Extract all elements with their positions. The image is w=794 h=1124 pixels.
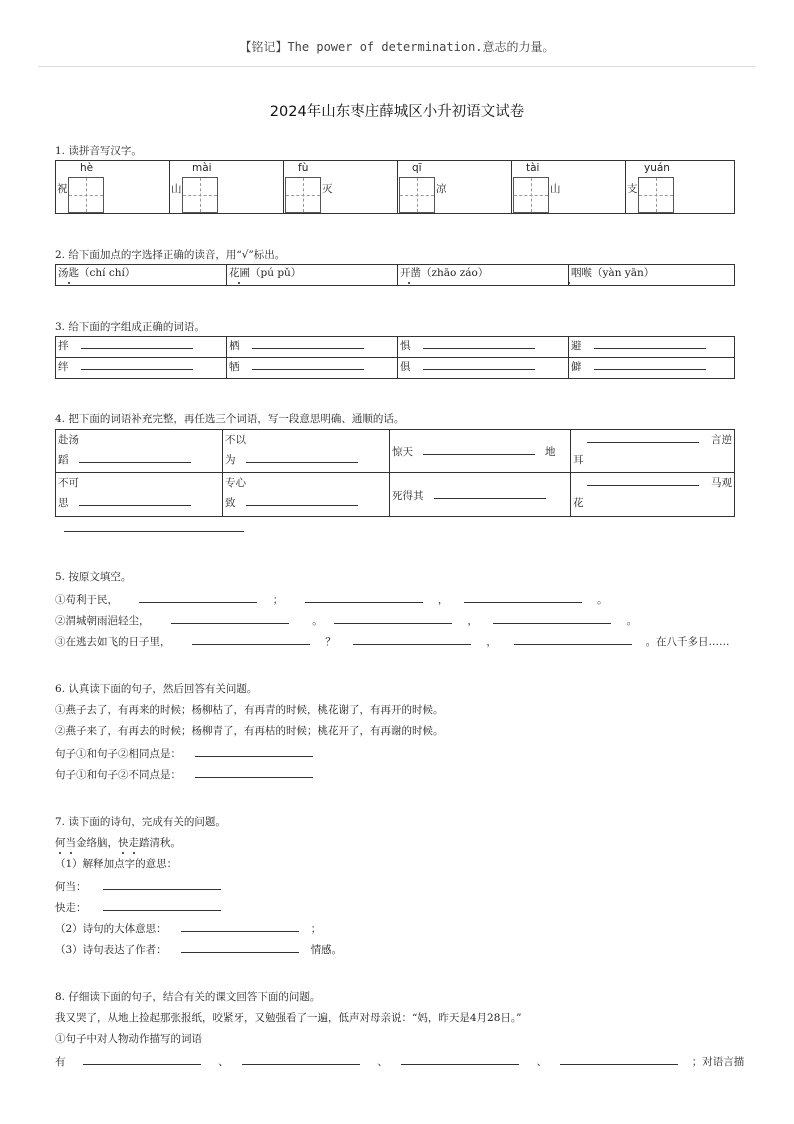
q4-word-part: 花 — [573, 497, 584, 509]
q8-text: 我又哭了，从地上捡起那张报纸，咬紧牙，又勉强看了一遍，低声对母亲说：“妈，昨天是4月28日。” — [55, 1012, 522, 1024]
q6-label: 句子①和句子②相同点是： — [55, 748, 181, 760]
punct: 、 — [218, 1056, 229, 1068]
pinyin: mài — [192, 162, 212, 174]
q5-prompt: 5. 按原文填空。 — [55, 571, 132, 583]
answer-blank[interactable] — [423, 358, 535, 370]
q1-cell — [512, 161, 626, 214]
answer-blank[interactable] — [334, 612, 452, 624]
q1-cell — [398, 161, 512, 214]
q5-line-3 — [55, 633, 730, 649]
writing-grid[interactable] — [182, 177, 218, 213]
q4-word-part: 马观 — [711, 477, 732, 489]
punct: 。 — [626, 615, 638, 627]
q6-sentence-1: ①燕子去了，有再来的时候；杨柳枯了，有再青的时候，桃花谢了，有再开的时候。 — [55, 704, 444, 716]
emphasis-dot — [59, 852, 61, 854]
writing-grid[interactable] — [68, 177, 104, 213]
q3-cell — [398, 337, 569, 358]
answer-blank[interactable] — [181, 941, 299, 953]
emphasis-dot — [68, 282, 70, 284]
q1-cell — [170, 161, 284, 214]
q7-sub-2 — [55, 920, 321, 936]
q4-word-part: 蹈 — [58, 454, 69, 466]
q3-cell — [56, 358, 227, 379]
q6-answer-1 — [55, 745, 313, 761]
hanzi: 山 — [171, 183, 182, 195]
q3-char: 拌 — [58, 340, 69, 352]
punct: ， — [437, 594, 449, 606]
answer-blank[interactable] — [305, 591, 423, 603]
q4-word-part: 思 — [58, 497, 69, 509]
emphasis-dot — [238, 282, 240, 284]
q4-word-part: 耳 — [573, 454, 584, 466]
q6-prompt: 6. 认真读下面的句子，然后回答有关问题。 — [55, 683, 258, 695]
answer-blank[interactable] — [423, 443, 535, 455]
q7-word-2 — [55, 899, 221, 915]
q5-text: ①苟利于民， — [55, 594, 118, 606]
q4-cell — [56, 430, 223, 473]
q5-tail: 。在八千多日…… — [645, 636, 730, 648]
answer-blank[interactable] — [587, 474, 699, 486]
punct: ； — [310, 923, 322, 935]
paragraph-blank[interactable] — [64, 520, 244, 532]
q1-table — [55, 160, 735, 214]
pinyin: hè — [80, 162, 94, 174]
emphasis-dot — [408, 282, 410, 284]
q4-word-part: 言逆 — [711, 434, 732, 446]
answer-blank[interactable] — [81, 337, 193, 349]
q4-word-part: 死得其 — [392, 489, 424, 502]
answer-blank[interactable] — [464, 591, 582, 603]
q2-prompt: 2. 给下面加点的字选择正确的读音，用“√”标出。 — [55, 249, 286, 261]
q4-cell — [56, 473, 223, 517]
emphasis-dot — [133, 852, 135, 854]
q7-label: （2）诗句的大体意思： — [55, 923, 167, 935]
emphasis-dot — [568, 282, 570, 284]
q3-cell — [569, 337, 735, 358]
q2-item: 汤匙（chí chí） — [56, 265, 227, 286]
q5-line-2 — [55, 612, 637, 628]
punct: 、 — [536, 1056, 548, 1068]
punct: 。 — [312, 615, 323, 627]
answer-blank[interactable] — [423, 337, 535, 349]
answer-blank[interactable] — [434, 487, 546, 499]
q5-text: ②渭城朝雨浥轻尘， — [55, 615, 150, 627]
punct: ； — [272, 594, 284, 606]
emphasis-dot — [70, 852, 72, 854]
q4-word-part: 不可 — [58, 477, 79, 489]
q7-label: （3）诗句表达了作者： — [55, 944, 167, 956]
q7-label: 快走： — [55, 902, 87, 914]
punct: ， — [467, 615, 478, 627]
punct: ， — [486, 636, 497, 648]
q3-char: 牺 — [229, 361, 240, 373]
q4-prompt: 4. 把下面的词语补充完整，再任选三个词语，写一段意思明确、通顺的话。 — [55, 413, 405, 425]
writing-grid[interactable] — [399, 177, 435, 213]
punct: 。 — [597, 594, 608, 606]
q6-sentence-2: ②燕子来了，有再去的时候；杨柳青了，有再枯的时候；桃花开了，有再谢的时候。 — [55, 725, 444, 737]
answer-blank[interactable] — [560, 1053, 678, 1065]
q4-word-part: 致 — [225, 497, 236, 509]
q6-label: 句子①和句子②不同点是： — [55, 769, 181, 781]
answer-blank[interactable] — [81, 358, 193, 370]
q4-cell — [571, 430, 735, 473]
pinyin: tài — [526, 162, 540, 174]
answer-blank[interactable] — [246, 494, 358, 506]
punct: ？ — [325, 636, 336, 648]
hanzi: 山 — [550, 183, 561, 195]
pinyin: yuán — [644, 162, 670, 174]
q3-char: 栖 — [229, 340, 240, 352]
q4-word-part: 赴汤 — [58, 434, 79, 446]
q4-cell — [223, 430, 390, 473]
answer-blank[interactable] — [353, 633, 471, 645]
q4-word-part: 地 — [545, 446, 556, 458]
q6-answer-2 — [55, 766, 313, 782]
q4-table — [55, 429, 735, 517]
answer-blank[interactable] — [594, 358, 706, 370]
q2-item: 咽喉（yàn yān） — [569, 265, 735, 286]
q4-word-part: 专心 — [225, 477, 246, 489]
q3-prompt: 3. 给下面的字组成正确的词语。 — [55, 321, 205, 333]
q3-char: 避 — [571, 340, 582, 352]
writing-grid[interactable] — [638, 177, 674, 213]
answer-blank[interactable] — [195, 766, 313, 778]
q5-text: ③在逃去如飞的日子里， — [55, 636, 171, 648]
q1-cell — [284, 161, 398, 214]
hanzi: 灭 — [322, 183, 333, 195]
q8-answer-line — [55, 1053, 745, 1069]
pinyin: fù — [298, 162, 309, 174]
q3-cell — [227, 358, 398, 379]
q4-word-part: 不以 — [225, 434, 246, 446]
answer-blank[interactable] — [103, 878, 221, 890]
header-divider — [38, 66, 756, 67]
q2-item: 花圃（pú pǔ） — [227, 265, 398, 286]
answer-blank[interactable] — [242, 1053, 360, 1065]
q7-prompt: 7. 读下面的诗句，完成有关的问题。 — [55, 816, 226, 828]
q7-word-1 — [55, 878, 221, 894]
answer-blank[interactable] — [587, 431, 699, 443]
answer-blank[interactable] — [171, 612, 289, 624]
emphasis-dot — [122, 852, 124, 854]
punct: 、 — [377, 1056, 388, 1068]
hanzi: 祝 — [57, 183, 68, 195]
q3-cell — [398, 358, 569, 379]
answer-blank[interactable] — [181, 920, 299, 932]
hanzi: 凉 — [436, 183, 447, 195]
q4-word-part: 为 — [225, 454, 236, 466]
answer-blank[interactable] — [103, 899, 221, 911]
q4-cell — [571, 473, 735, 517]
q7-label: 何当： — [55, 881, 87, 893]
answer-blank[interactable] — [139, 591, 257, 603]
q7-tail: 情感。 — [310, 944, 343, 956]
q1-cell — [56, 161, 170, 214]
q2-item: 开凿（zhāo záo） — [398, 265, 569, 286]
hanzi: 支 — [627, 183, 638, 195]
q4-cell — [223, 473, 390, 517]
q3-char: 绊 — [58, 361, 69, 373]
q3-char: 俱 — [400, 361, 411, 373]
answer-blank[interactable] — [493, 612, 611, 624]
answer-blank[interactable] — [195, 745, 313, 757]
writing-grid[interactable] — [285, 177, 321, 213]
q2-table — [55, 264, 735, 286]
q8-tail: ；对语言描 — [691, 1056, 745, 1068]
q5-line-1 — [55, 591, 608, 607]
answer-blank[interactable] — [252, 337, 364, 349]
answer-blank[interactable] — [83, 1053, 201, 1065]
q4-word-part: 惊天 — [392, 446, 413, 458]
writing-grid[interactable] — [513, 177, 549, 213]
answer-blank[interactable] — [594, 337, 706, 349]
q4-cell — [390, 473, 571, 517]
page-title: 2024年山东枣庄薛城区小升初语文试卷 — [269, 104, 525, 120]
q1-prompt: 1. 读拼音写汉字。 — [55, 145, 142, 157]
q1-cell — [626, 161, 735, 214]
q3-char: 惧 — [400, 340, 411, 352]
q3-table — [55, 336, 735, 379]
q3-cell — [569, 358, 735, 379]
q4-cell — [390, 430, 571, 473]
answer-blank[interactable] — [252, 358, 364, 370]
answer-blank[interactable] — [401, 1053, 519, 1065]
q3-cell — [227, 337, 398, 358]
q3-cell — [56, 337, 227, 358]
answer-blank[interactable] — [192, 633, 310, 645]
q3-char: 僻 — [571, 361, 582, 373]
q8-sub-1: ①句子中对人物动作描写的词语 — [55, 1033, 202, 1045]
q8-prompt: 8. 仔细读下面的句子，结合有关的课文回答下面的问题。 — [55, 991, 321, 1003]
answer-blank[interactable] — [79, 451, 191, 463]
answer-blank[interactable] — [79, 494, 191, 506]
q7-sub-1: （1）解释加点字的意思： — [55, 858, 178, 870]
q7-sub-3 — [55, 941, 342, 957]
q8-label: 有 — [55, 1056, 66, 1068]
motto: 【铭记】The power of determination.意志的力量。 — [239, 40, 555, 54]
answer-blank[interactable] — [246, 451, 358, 463]
answer-blank[interactable] — [514, 633, 632, 645]
pinyin: qī — [412, 162, 422, 174]
q7-poem: 何当金络脑，快走踏清秋。 — [55, 837, 181, 849]
